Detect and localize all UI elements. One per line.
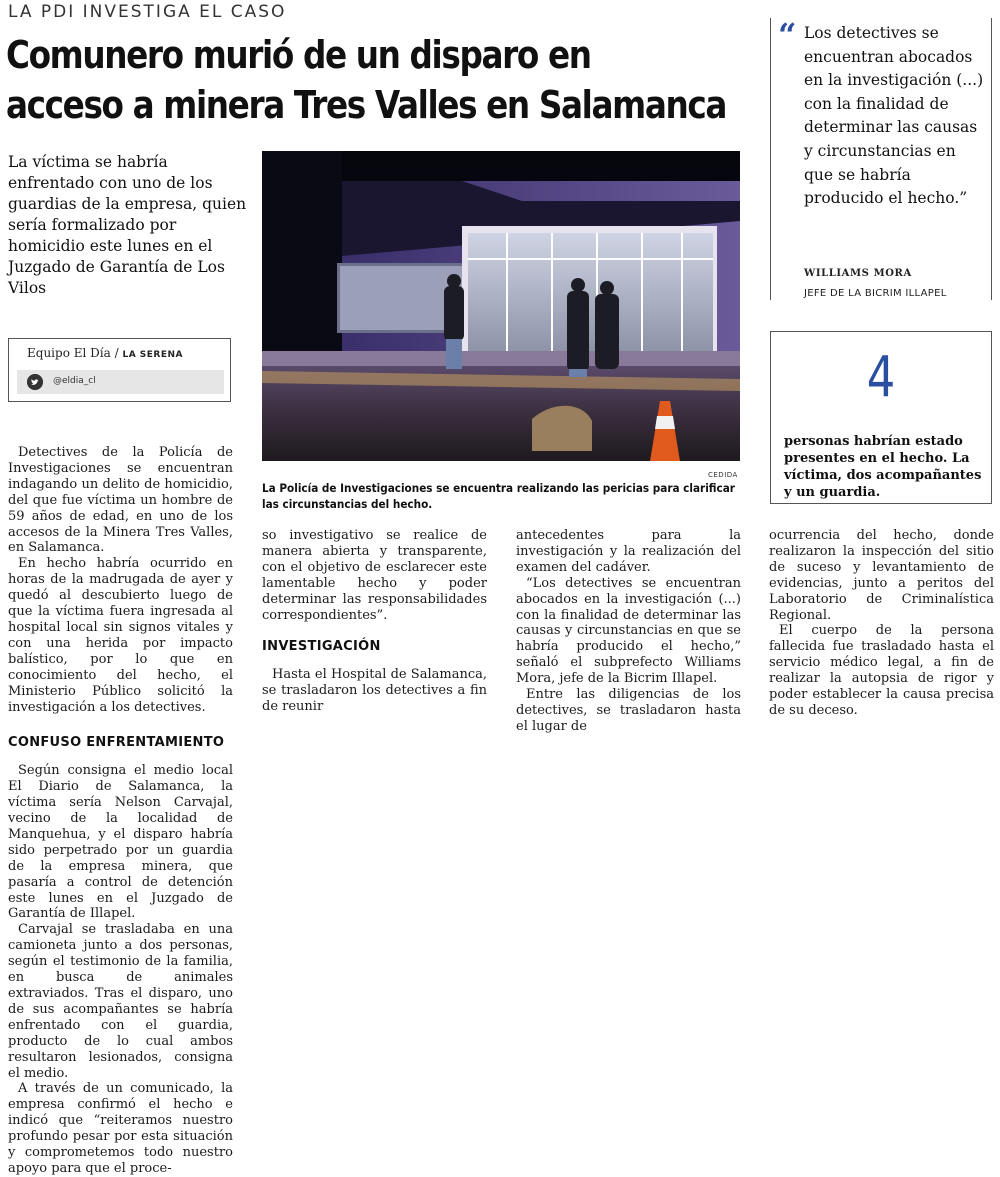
paragraph: El cuerpo de la persona fallecida fue trasladado hasta el servicio médico legal, a fin de realizar la autopsia de rigor y poder establecer la causa precisa de su deceso.: [769, 623, 994, 718]
social-bar: [17, 370, 224, 394]
paragraph: En hecho habría ocurrido en horas de la madrugada de ayer y quedó al descubierto luego de que la víctima fuera ingresada al hospital local sin signos vitales y con una herida por impacto balístico, por lo que en conocimiento del hecho, el Ministerio Público solicitó la investigación a los detectives.: [8, 556, 233, 715]
byline-box: [8, 338, 231, 402]
byline: [27, 346, 183, 360]
photo-caption: La Policía de Investigaciones se encuentra realizando las pericias para clarificar las circunstancias del hecho.: [262, 481, 735, 511]
quote-author-name: WILLIAMS MORA: [804, 268, 912, 279]
paragraph: ocurrencia del hecho, donde realizaron la inspección del sitio de suceso y levantamiento de evidencias, junto a peritos del Laboratorio de Criminalística Regional.: [769, 528, 994, 623]
subheading: CONFUSO ENFRENTAMIENTO: [8, 735, 225, 751]
pull-quote: [770, 18, 992, 300]
stat-box: [770, 331, 992, 504]
kicker: LA PDI INVESTIGA EL CASO: [8, 2, 287, 22]
news-photo: [262, 151, 740, 461]
paragraph: Según consigna el medio local El Diario de Salamanca, la víctima sería Nelson Carvajal, vecino de la localidad de Manquehua, y el disparo habría sido perpetrado por un guardia de la empresa minera, que pasaría a control de detención este lunes en el Juzgado de Garantía de Illapel.: [8, 763, 233, 922]
paragraph: so investigativo se realice de manera abierta y transparente, con el objetivo de esclarecer este lamentable hecho y poder determinar las responsabilidades correspondientes”.: [262, 528, 487, 623]
subheading: INVESTIGACIÓN: [262, 639, 381, 655]
quote-text: Los detectives se encuentran abocados en la investigación (...) con la finalidad de determinar las causas y circunstancias en que se habría producido el hecho.”: [804, 24, 984, 208]
twitter-icon: [27, 374, 43, 390]
headline-line-2: acceso a minera Tres Valles en Salamanca: [6, 83, 727, 127]
byline-location: LA SERENA: [122, 350, 184, 360]
stat-number: 4: [866, 345, 896, 410]
quote-mark-icon: “: [778, 16, 797, 54]
photo-credit: CEDIDA: [708, 471, 738, 479]
paragraph: antecedentes para la investigación y la realización del examen del cadáver.: [516, 528, 741, 575]
paragraph: A través de un comunicado, la empresa confirmó el hecho e indicó que “reiteramos nuestro profundo pesar por esta situación y comprometemos todo nuestro apoyo para que el proce-: [8, 1081, 233, 1176]
paragraph: Detectives de la Policía de Investigaciones se encuentran indagando un delito de homicidio, del que fue víctima un hombre de 59 años de edad, en uno de los accesos de la Minera Tres Valles, en Salamanca.: [8, 445, 233, 556]
stat-text: personas habrían estado presentes en el hecho. La víctima, dos acompañantes y un guardia.: [784, 434, 982, 500]
byline-separator: /: [114, 346, 119, 360]
byline-author: Equipo El Día: [27, 346, 111, 360]
article-column-2: [262, 528, 487, 715]
paragraph: Carvajal se trasladaba en una camioneta junto a dos personas, según el testimonio de la familia, en busca de animales extraviados. Tras el disparo, uno de sus acompañantes se habría enfrentado con el guardia, producto de lo cual ambos resultaron lesionados, consigna el medio.: [8, 922, 233, 1081]
headline: [6, 30, 727, 130]
article-column-3: [516, 528, 741, 735]
headline-line-1: Comunero murió de un disparo en: [6, 33, 591, 77]
paragraph: Hasta el Hospital de Salamanca, se trasladaron los detectives a fin de reunir: [262, 667, 487, 715]
paragraph: Entre las diligencias de los detectives, se trasladaron hasta el lugar de: [516, 687, 741, 734]
deck: La víctima se habría enfrentado con uno de los guardias de la empresa, quien sería formalizado por homicidio este lunes en el Juzgado de Garantía de Los Vilos: [8, 153, 247, 297]
article-column-4: [769, 528, 994, 719]
article-column-1: [8, 445, 233, 1177]
twitter-handle[interactable]: @eldia_cl: [53, 376, 96, 386]
paragraph: “Los detectives se encuentran abocados en la investigación (...) con la finalidad de determinar las causas y circunstancias en que se habría producido el hecho,” señaló el subprefecto Williams Mora, jefe de la Bicrim Illapel.: [516, 575, 741, 687]
quote-author-role: JEFE DE LA BICRIM ILLAPEL: [804, 288, 947, 299]
